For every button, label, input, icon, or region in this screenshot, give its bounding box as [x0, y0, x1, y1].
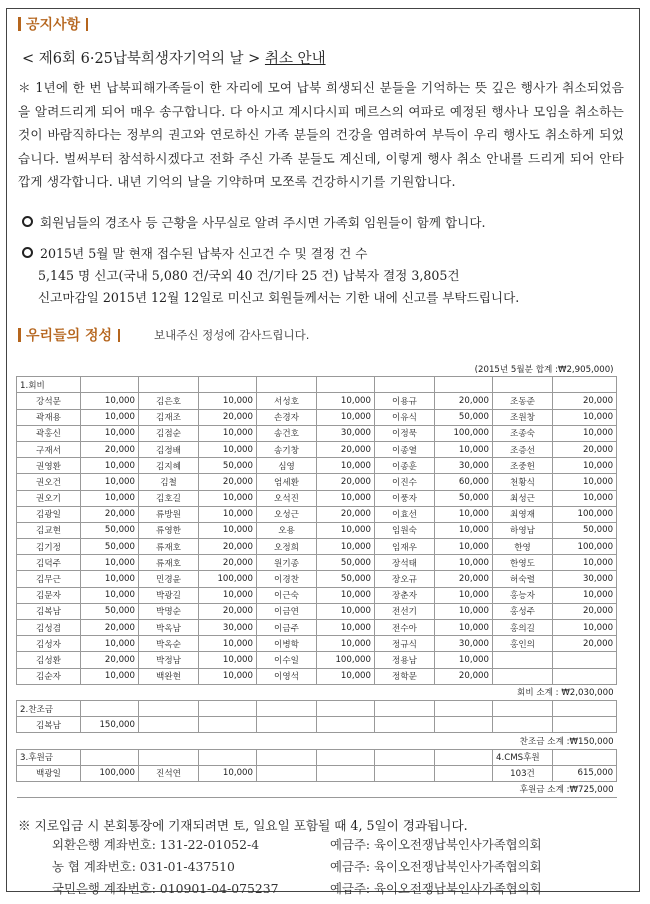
- notice-bullet-1: [22, 212, 486, 231]
- amount-cell: 20,000: [553, 636, 617, 652]
- amount-cell: 20,000: [317, 474, 375, 490]
- amount-cell: 10,000: [317, 668, 375, 684]
- amount-cell: 20,000: [81, 441, 139, 457]
- table-row: [17, 539, 617, 555]
- heading-bar-icon: [18, 17, 21, 31]
- section-label: 4.CMS후원: [493, 749, 553, 765]
- amount-cell: 10,000: [81, 587, 139, 603]
- donor-name-cell: [257, 765, 317, 781]
- donations-heading-text: 우리들의 정성: [26, 328, 113, 344]
- donor-name-cell: 이용규: [375, 393, 435, 409]
- donor-name-cell: 조원창: [493, 409, 553, 425]
- donor-name-cell: 이금연: [257, 603, 317, 619]
- donor-name-cell: 임원숙: [375, 522, 435, 538]
- amount-cell: 10,000: [435, 620, 493, 636]
- donor-name-cell: [493, 652, 553, 668]
- donor-name-cell: 류재호: [139, 555, 199, 571]
- amount-cell: [317, 717, 375, 733]
- amount-cell: 10,000: [553, 409, 617, 425]
- donor-name-cell: 허숙렬: [493, 571, 553, 587]
- amount-cell: 50,000: [553, 522, 617, 538]
- notice-title: [22, 47, 326, 68]
- amount-cell: 10,000: [81, 668, 139, 684]
- donor-name-cell: 임재우: [375, 539, 435, 555]
- donor-name-cell: 이효선: [375, 506, 435, 522]
- donor-name-cell: 손경자: [257, 409, 317, 425]
- donor-name-cell: 한영도: [493, 555, 553, 571]
- amount-cell: 10,000: [553, 490, 617, 506]
- amount-cell: 100,000: [81, 765, 139, 781]
- amount-cell: 20,000: [435, 571, 493, 587]
- donor-name-cell: 이금주: [257, 620, 317, 636]
- amount-cell: 20,000: [553, 393, 617, 409]
- donor-name-cell: 김지혜: [139, 458, 199, 474]
- table-cell: [493, 700, 553, 716]
- donor-name-cell: 오용: [257, 522, 317, 538]
- amount-cell: 30,000: [435, 458, 493, 474]
- donor-name-cell: 박명순: [139, 603, 199, 619]
- donor-name-cell: 이영석: [257, 668, 317, 684]
- amount-cell: 10,000: [317, 587, 375, 603]
- donor-name-cell: 정용남: [375, 652, 435, 668]
- amount-cell: 10,000: [199, 506, 257, 522]
- donor-name-cell: 정규식: [375, 636, 435, 652]
- donor-name-cell: 곽홍신: [17, 425, 81, 441]
- amount-cell: [553, 652, 617, 668]
- amount-cell: 10,000: [81, 458, 139, 474]
- table-cell: [553, 700, 617, 716]
- table-cell: [493, 377, 553, 393]
- donor-name-cell: 이풍자: [375, 490, 435, 506]
- amount-cell: 10,000: [435, 587, 493, 603]
- donor-name-cell: [375, 765, 435, 781]
- amount-cell: 20,000: [553, 603, 617, 619]
- notice-heading-text: 공지사항: [26, 17, 81, 33]
- amount-cell: 20,000: [199, 474, 257, 490]
- notice-title-underlined: 취소 안내: [264, 51, 326, 67]
- table-row: [17, 571, 617, 587]
- circle-bullet-icon: [22, 247, 33, 258]
- table-row: [17, 490, 617, 506]
- table-cell: [435, 700, 493, 716]
- table-row: [17, 458, 617, 474]
- amount-cell: 10,000: [435, 522, 493, 538]
- donor-name-cell: 백완현: [139, 668, 199, 684]
- amount-cell: 10,000: [553, 474, 617, 490]
- donor-name-cell: 심영: [257, 458, 317, 474]
- amount-cell: 30,000: [553, 571, 617, 587]
- table-cell: [199, 377, 257, 393]
- table-cell: [317, 749, 375, 765]
- amount-cell: 10,000: [81, 555, 139, 571]
- amount-cell: 10,000: [199, 522, 257, 538]
- amount-cell: 10,000: [553, 620, 617, 636]
- table-row: [17, 636, 617, 652]
- amount-cell: 10,000: [81, 425, 139, 441]
- donor-name-cell: 조중헌: [493, 458, 553, 474]
- donor-name-cell: 조종숙: [493, 425, 553, 441]
- amount-cell: 10,000: [435, 539, 493, 555]
- amount-cell: 20,000: [199, 539, 257, 555]
- donor-name-cell: 오정희: [257, 539, 317, 555]
- donor-name-cell: 박정남: [139, 652, 199, 668]
- section-row: [17, 749, 617, 765]
- amount-cell: 10,000: [435, 603, 493, 619]
- notice-title-prefix: < 제6회 6·25납북희생자기억의 날 >: [22, 51, 265, 67]
- amount-cell: 100,000: [317, 652, 375, 668]
- subtotal: 찬조금 소계 :₩150,000: [17, 733, 617, 749]
- donor-name-cell: 이진수: [375, 474, 435, 490]
- donor-name-cell: 김재조: [139, 409, 199, 425]
- amount-cell: [199, 717, 257, 733]
- subtotal: 회비 소계 : ₩2,030,000: [17, 684, 617, 700]
- amount-cell: 10,000: [81, 393, 139, 409]
- amount-cell: 20,000: [199, 555, 257, 571]
- donor-name-cell: 김무근: [17, 571, 81, 587]
- amount-cell: 10,000: [317, 409, 375, 425]
- table-cell: [375, 377, 435, 393]
- donor-name-cell: 박옥남: [139, 620, 199, 636]
- amount-cell: 615,000: [553, 765, 617, 781]
- donor-name-cell: 홍성주: [493, 603, 553, 619]
- donor-name-cell: 김문자: [17, 587, 81, 603]
- notice-heading: [18, 14, 88, 34]
- donations-thanks: 보내주신 정성에 감사드립니다.: [154, 328, 310, 342]
- donor-name-cell: 장석태: [375, 555, 435, 571]
- table-cell: [199, 700, 257, 716]
- table-row: [17, 522, 617, 538]
- donor-name-cell: 조증선: [493, 441, 553, 457]
- amount-cell: [553, 668, 617, 684]
- donor-name-cell: 이유식: [375, 409, 435, 425]
- subtotal: 후원금 소계 :₩725,000: [17, 781, 617, 797]
- amount-cell: 50,000: [435, 490, 493, 506]
- donor-name-cell: 김성환: [17, 652, 81, 668]
- table-cell: [435, 749, 493, 765]
- table-row: [17, 474, 617, 490]
- heading-bar-icon: [118, 329, 120, 342]
- donor-name-cell: 김성겸: [17, 620, 81, 636]
- donor-name-cell: [257, 717, 317, 733]
- donor-name-cell: 정학문: [375, 668, 435, 684]
- account-number: 농 협 계좌번호: 031-01-437510: [52, 859, 235, 874]
- amount-cell: 10,000: [435, 506, 493, 522]
- amount-cell: 30,000: [199, 620, 257, 636]
- donor-name-cell: 권오기: [17, 490, 81, 506]
- donor-name-cell: 김기정: [17, 539, 81, 555]
- donor-name-cell: 김호길: [139, 490, 199, 506]
- amount-cell: 10,000: [317, 393, 375, 409]
- donor-name-cell: 오석진: [257, 490, 317, 506]
- table-row: [17, 425, 617, 441]
- amount-cell: 100,000: [199, 571, 257, 587]
- donor-name-cell: 전선기: [375, 603, 435, 619]
- donor-name-cell: 원기종: [257, 555, 317, 571]
- amount-cell: 10,000: [199, 393, 257, 409]
- amount-cell: 10,000: [317, 522, 375, 538]
- donor-name-cell: 이수일: [257, 652, 317, 668]
- table-cell: [375, 700, 435, 716]
- donor-name-cell: 김순자: [17, 668, 81, 684]
- heading-bar-icon: [86, 18, 88, 31]
- amount-cell: 10,000: [553, 458, 617, 474]
- table-cell: [375, 749, 435, 765]
- amount-cell: 50,000: [317, 555, 375, 571]
- donor-name-cell: 한영: [493, 539, 553, 555]
- account-number: 국민은행 계좌번호: 010901-04-075237: [52, 881, 279, 896]
- circle-bullet-icon: [22, 216, 33, 227]
- donor-name-cell: 이종훈: [375, 458, 435, 474]
- amount-cell: 10,000: [317, 603, 375, 619]
- donor-name-cell: 민경윤: [139, 571, 199, 587]
- amount-cell: 100,000: [553, 506, 617, 522]
- donor-name-cell: 권영환: [17, 458, 81, 474]
- donor-name-cell: 홍인의: [493, 636, 553, 652]
- notice-bullet-2: [22, 243, 367, 262]
- donor-name-cell: 김은호: [139, 393, 199, 409]
- amount-cell: 50,000: [199, 458, 257, 474]
- amount-cell: 100,000: [553, 539, 617, 555]
- amount-cell: 10,000: [81, 571, 139, 587]
- amount-cell: 50,000: [81, 539, 139, 555]
- amount-cell: 50,000: [317, 571, 375, 587]
- table-cell: [81, 377, 139, 393]
- section-row: [17, 700, 617, 716]
- amount-cell: 10,000: [553, 425, 617, 441]
- donor-name-cell: 하영남: [493, 522, 553, 538]
- amount-cell: 10,000: [199, 668, 257, 684]
- subtotal-row: [17, 733, 617, 749]
- amount-cell: 10,000: [81, 474, 139, 490]
- donor-name-cell: 이종열: [375, 441, 435, 457]
- donor-name-cell: [139, 717, 199, 733]
- table-cell: [553, 377, 617, 393]
- table-row: [17, 765, 617, 781]
- donor-name-cell: 박옥순: [139, 636, 199, 652]
- table-row: [17, 441, 617, 457]
- amount-cell: 20,000: [317, 441, 375, 457]
- amount-cell: 20,000: [435, 668, 493, 684]
- table-cell: [553, 749, 617, 765]
- amount-cell: 50,000: [81, 522, 139, 538]
- table-cell: [317, 377, 375, 393]
- amount-cell: 20,000: [553, 441, 617, 457]
- donor-name-cell: 엄세환: [257, 474, 317, 490]
- amount-cell: 10,000: [553, 555, 617, 571]
- account-number: 외환은행 계좌번호: 131-22-01052-4: [52, 837, 260, 852]
- heading-bar-icon: [18, 328, 21, 342]
- table-cell: [81, 749, 139, 765]
- amount-cell: 10,000: [199, 425, 257, 441]
- table-row: [17, 603, 617, 619]
- table-cell: [139, 377, 199, 393]
- amount-cell: 10,000: [317, 636, 375, 652]
- donor-name-cell: [493, 717, 553, 733]
- donor-name-cell: 홍의길: [493, 620, 553, 636]
- total-row: [17, 361, 617, 377]
- amount-cell: 10,000: [317, 539, 375, 555]
- table-row: [17, 409, 617, 425]
- donor-name-cell: [493, 668, 553, 684]
- table-row: [17, 555, 617, 571]
- table-cell: [199, 749, 257, 765]
- donor-name-cell: 류영한: [139, 522, 199, 538]
- table-cell: [435, 377, 493, 393]
- donor-name-cell: 진석연: [139, 765, 199, 781]
- amount-cell: 10,000: [435, 652, 493, 668]
- amount-cell: 20,000: [199, 409, 257, 425]
- donor-name-cell: 강석문: [17, 393, 81, 409]
- section-label: 2.찬조금: [17, 700, 81, 716]
- subtotal-row: [17, 781, 617, 797]
- amount-cell: 10,000: [199, 490, 257, 506]
- amount-cell: 10,000: [199, 652, 257, 668]
- donor-name-cell: 구재서: [17, 441, 81, 457]
- amount-cell: [435, 765, 493, 781]
- table-cell: [81, 700, 139, 716]
- amount-cell: 10,000: [317, 458, 375, 474]
- amount-cell: 50,000: [81, 603, 139, 619]
- amount-cell: 10,000: [81, 490, 139, 506]
- donor-name-cell: 류방원: [139, 506, 199, 522]
- total-label: (2015년 5월분 합계 :₩2,905,000): [17, 361, 617, 377]
- donor-name-cell: 김정배: [139, 441, 199, 457]
- amount-cell: 10,000: [199, 587, 257, 603]
- amount-cell: [553, 717, 617, 733]
- table-cell: [317, 700, 375, 716]
- table-row: [17, 587, 617, 603]
- donor-name-cell: 최영재: [493, 506, 553, 522]
- amount-cell: 10,000: [317, 490, 375, 506]
- account-holder: 예금주: 육이오전쟁납북인사가족협의회: [330, 859, 542, 874]
- donor-name-cell: 김교현: [17, 522, 81, 538]
- amount-cell: 10,000: [553, 587, 617, 603]
- donor-name-cell: 김덕주: [17, 555, 81, 571]
- donor-name-cell: 조동준: [493, 393, 553, 409]
- amount-cell: 30,000: [317, 425, 375, 441]
- section-label: 3.후원금: [17, 749, 81, 765]
- donor-name-cell: 이근숙: [257, 587, 317, 603]
- donor-name-cell: 송기창: [257, 441, 317, 457]
- subtotal-row: [17, 684, 617, 700]
- donor-name-cell: 김철: [139, 474, 199, 490]
- table-row: [17, 717, 617, 733]
- amount-cell: 10,000: [435, 555, 493, 571]
- amount-cell: 30,000: [435, 636, 493, 652]
- amount-cell: 20,000: [435, 393, 493, 409]
- donor-name-cell: 장오규: [375, 571, 435, 587]
- table-row: [17, 393, 617, 409]
- amount-cell: 10,000: [199, 441, 257, 457]
- donor-name-cell: 이경찬: [257, 571, 317, 587]
- amount-cell: 10,000: [199, 636, 257, 652]
- amount-cell: 20,000: [199, 603, 257, 619]
- amount-cell: 20,000: [81, 506, 139, 522]
- amount-cell: 20,000: [317, 506, 375, 522]
- amount-cell: 10,000: [81, 636, 139, 652]
- donor-name-cell: 류재호: [139, 539, 199, 555]
- bullet-2-line-1: 5,145 명 신고(국내 5,080 건/국외 40 건/기타 25 건) 납북자 결정 3,805건: [38, 268, 460, 283]
- amount-cell: 60,000: [435, 474, 493, 490]
- amount-cell: [435, 717, 493, 733]
- table-cell: [257, 749, 317, 765]
- donor-name-cell: [375, 717, 435, 733]
- amount-cell: 10,000: [199, 765, 257, 781]
- bullet-1-text: 회원님들의 경조사 등 근황을 사무실로 알려 주시면 가족회 임원들이 함께 합니다.: [40, 215, 486, 230]
- giro-note: ※ 지로입금 시 본회통장에 기재되려면 토, 일요일 포함될 때 4, 5일이 경과됩니다.: [18, 818, 468, 833]
- donor-name-cell: 이정묵: [375, 425, 435, 441]
- notice-paragraph: ＊ 1년에 한 번 납북피해가족들이 한 자리에 모여 납북 희생되신 분들을 기억하는 뜻 깊은 행사가 취소되었음을 알려드리게 되어 매우 송구합니다. 다 아시고 계시다시피 메르스의 여파로 예정된 행사나 모임을 취소하는 것이 바람직하다는 정부의 권고와 연로하신 가족 분들의 건강을 염려하여 부득이 우리 행사도 취소하게 되었습니다. 벌써부터 참석하시겠다고 전화 주신 가족 분들도 계신데, 이렇게 행사 취소 안내를 드리게 되어 안타깝게 생각합니다. 내년 기억의 날을 기약하며 모쪼록 건강하시기를 기원합니다.: [18, 80, 624, 189]
- donor-name-cell: 백광일: [17, 765, 81, 781]
- donations-table: [16, 361, 617, 798]
- donor-name-cell: 김복남: [17, 603, 81, 619]
- table-row: [17, 668, 617, 684]
- donor-name-cell: 곽재용: [17, 409, 81, 425]
- amount-cell: 100,000: [435, 425, 493, 441]
- donor-name-cell: 송건호: [257, 425, 317, 441]
- table-cell: [257, 377, 317, 393]
- donor-name-cell: 김성자: [17, 636, 81, 652]
- section-label: 1.회비: [17, 377, 81, 393]
- amount-cell: 20,000: [81, 620, 139, 636]
- donor-name-cell: 전수아: [375, 620, 435, 636]
- donor-name-cell: 103건: [493, 765, 553, 781]
- donor-name-cell: 권오건: [17, 474, 81, 490]
- amount-cell: 20,000: [81, 652, 139, 668]
- account-holder: 예금주: 육이오전쟁납북인사가족협의회: [330, 881, 542, 896]
- table-cell: [139, 749, 199, 765]
- amount-cell: 150,000: [81, 717, 139, 733]
- table-row: [17, 652, 617, 668]
- donor-name-cell: 서성호: [257, 393, 317, 409]
- amount-cell: 10,000: [435, 441, 493, 457]
- account-holder: 예금주: 육이오전쟁납북인사가족협의회: [330, 837, 542, 852]
- donor-name-cell: 김광일: [17, 506, 81, 522]
- bullet-2-text: 2015년 5월 말 현재 접수된 납북자 신고건 수 및 결정 건 수: [40, 246, 368, 261]
- donor-name-cell: 김복남: [17, 717, 81, 733]
- table-row: [17, 506, 617, 522]
- donor-name-cell: 박광길: [139, 587, 199, 603]
- donor-name-cell: 김점순: [139, 425, 199, 441]
- donor-name-cell: 오성근: [257, 506, 317, 522]
- amount-cell: 10,000: [317, 620, 375, 636]
- donations-heading: [18, 325, 120, 345]
- donor-name-cell: 최성근: [493, 490, 553, 506]
- bullet-2-line-2: 신고마감일 2015년 12월 12일로 미신고 회원들께서는 기한 내에 신고를 부탁드립니다.: [38, 290, 520, 305]
- table-cell: [257, 700, 317, 716]
- section-row: [17, 377, 617, 393]
- amount-cell: 10,000: [81, 409, 139, 425]
- donor-name-cell: 천황식: [493, 474, 553, 490]
- donor-name-cell: 홍능자: [493, 587, 553, 603]
- amount-cell: [317, 765, 375, 781]
- amount-cell: 50,000: [435, 409, 493, 425]
- donor-name-cell: 장춘자: [375, 587, 435, 603]
- table-row: [17, 620, 617, 636]
- donor-name-cell: 이병학: [257, 636, 317, 652]
- table-cell: [139, 700, 199, 716]
